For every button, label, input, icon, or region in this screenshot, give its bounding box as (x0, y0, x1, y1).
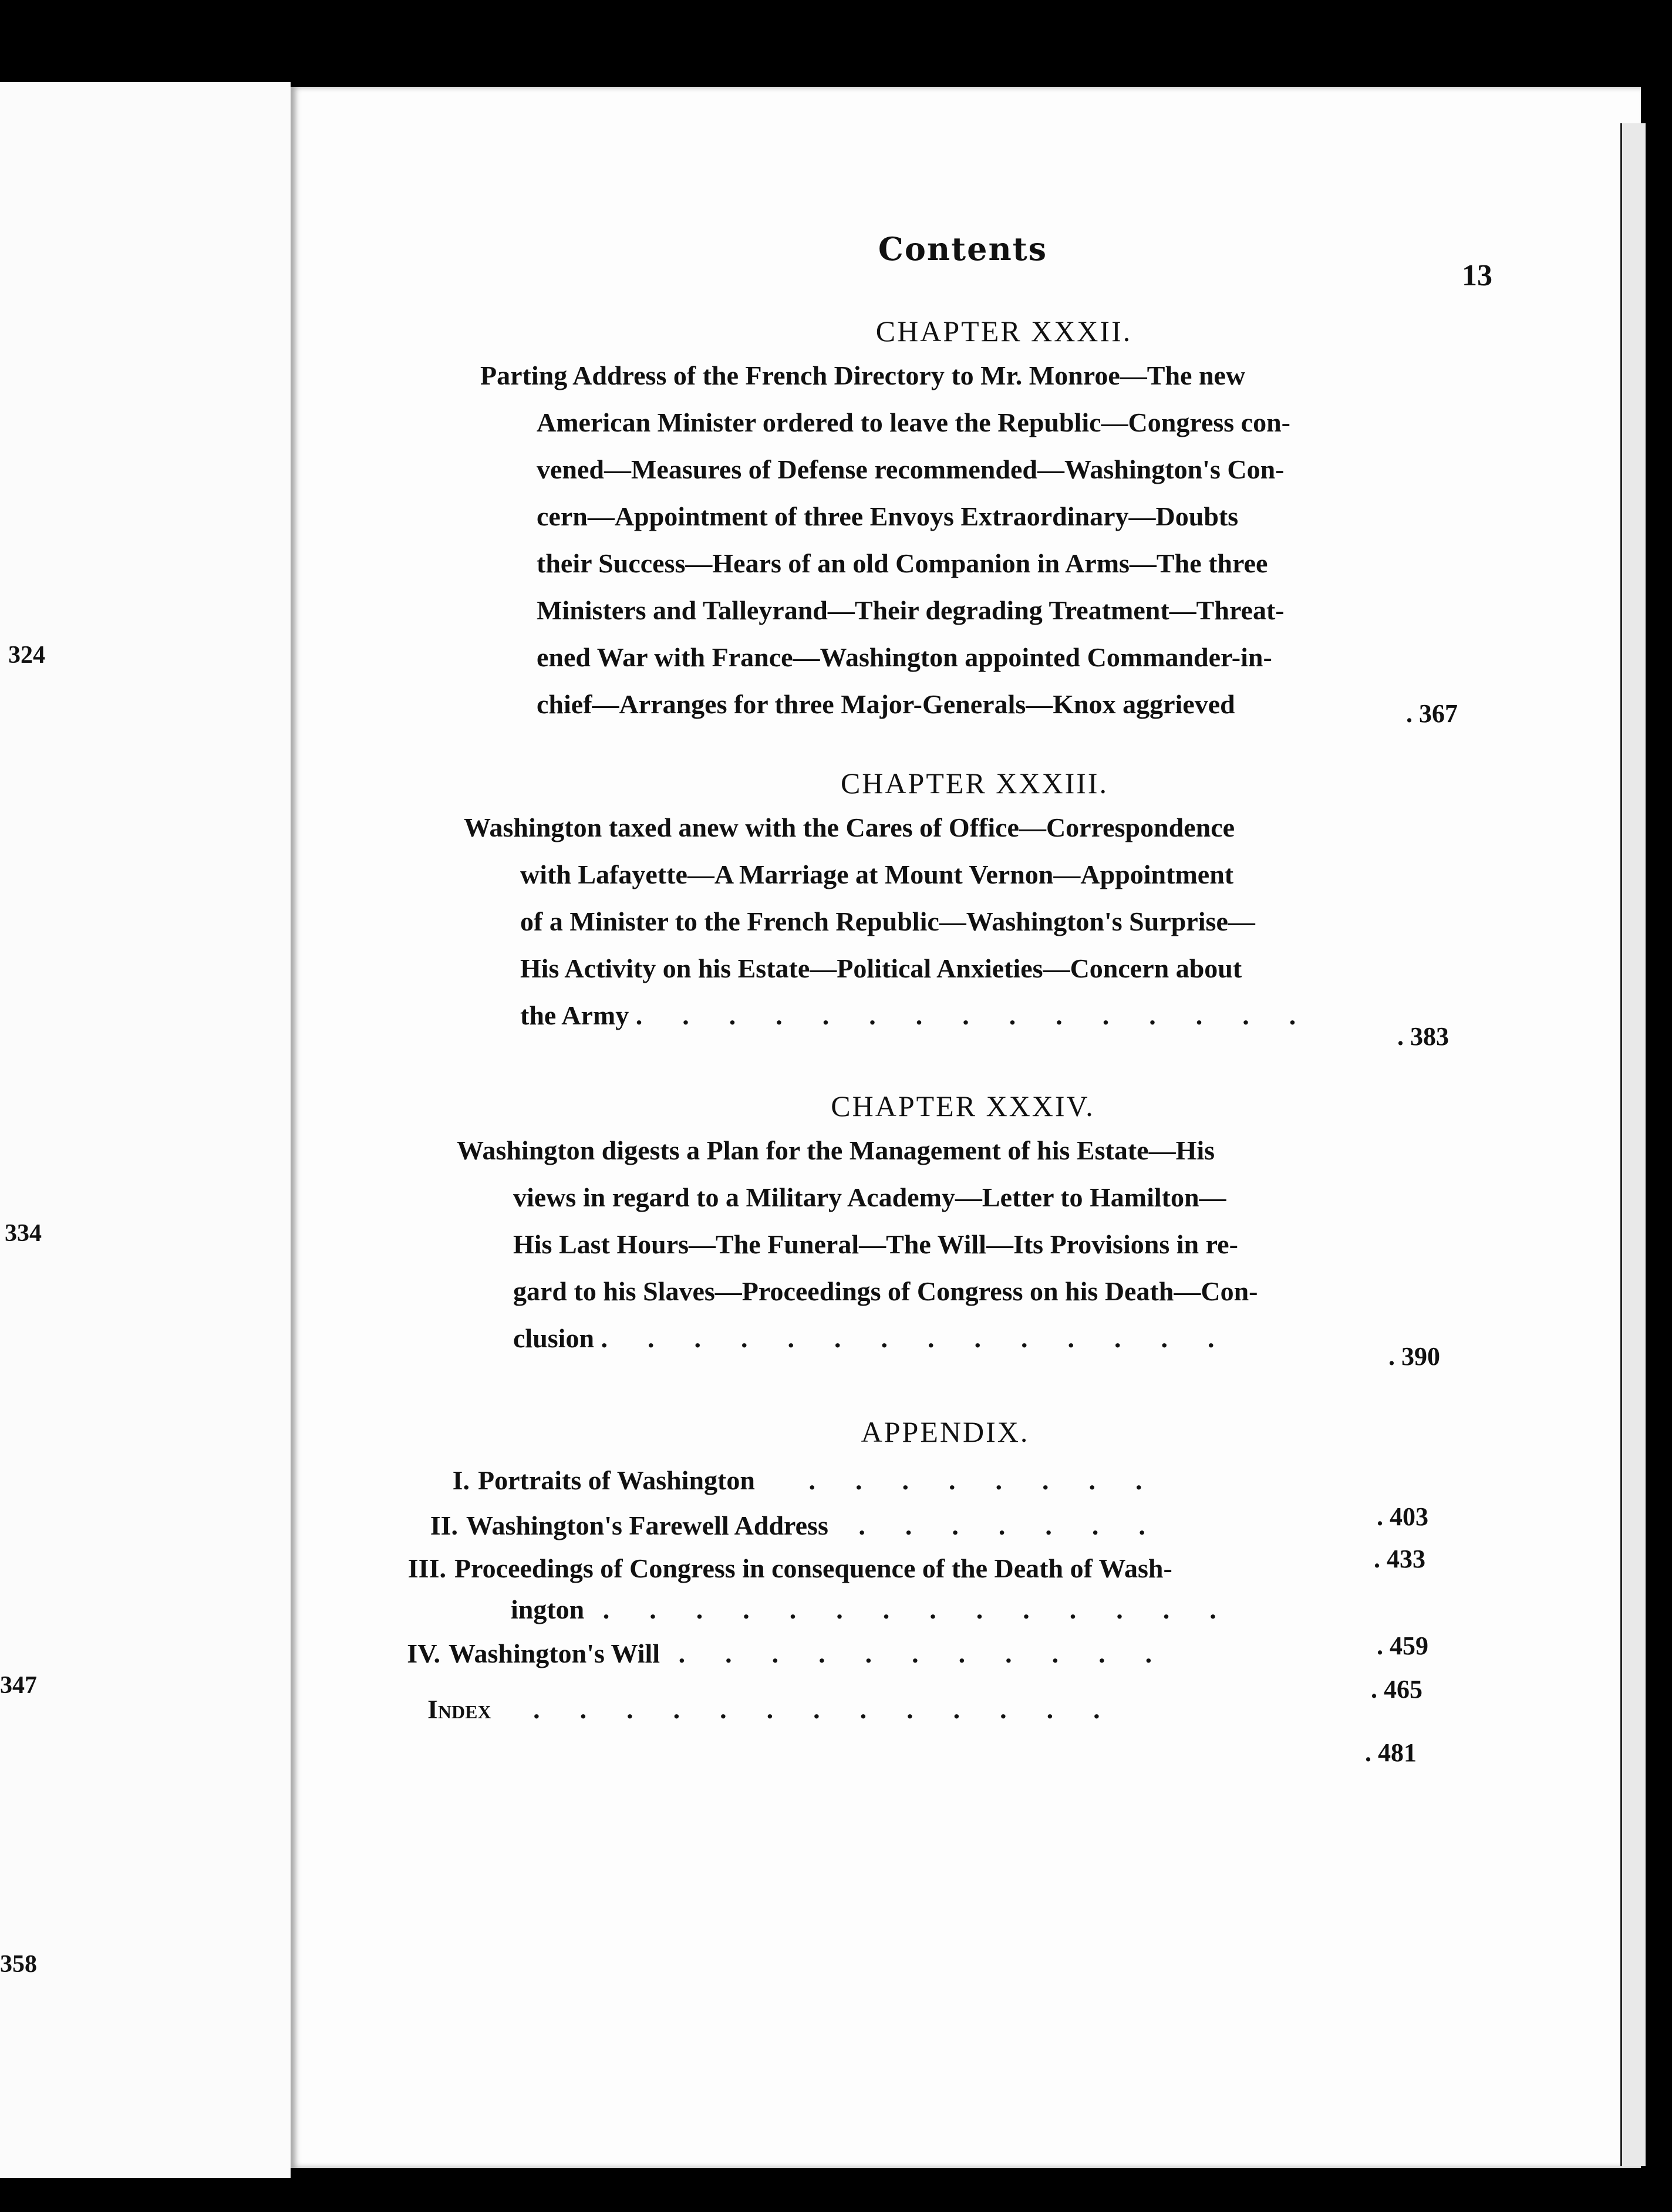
appendix-item (376, 1638, 1192, 1669)
summary-line-text: the Army (520, 1000, 629, 1030)
appendix-item (393, 1510, 1185, 1541)
appendix-item-text: Washington's Farewell Address (466, 1510, 828, 1540)
page-ref-number: 390 (1401, 1342, 1440, 1371)
summary-line: Ministers and Talleyrand—Their degrading Treatment—Threat- (537, 595, 1285, 625)
page-ref: . 465 (1371, 1675, 1422, 1704)
page-ref: . 459 (1377, 1631, 1428, 1660)
page-ref: . 433 (1374, 1545, 1425, 1573)
chapter-heading: CHAPTER XXXIII. (840, 767, 1109, 800)
appendix-item-label: IV. (407, 1638, 440, 1668)
summary-line: chief—Arranges for three Major-Generals—Knox aggrieved (537, 689, 1235, 719)
chapter-summary (480, 352, 1290, 728)
appendix-item-text: Portraits of Washington (478, 1465, 755, 1495)
summary-line (464, 992, 1336, 1039)
summary-line: vened—Measures of Defense recommended—Washington's Con- (537, 454, 1285, 484)
summary-line: Washington taxed anew with the Cares of Office—Correspondence (464, 812, 1235, 842)
page-ref-number: 433 (1387, 1545, 1425, 1573)
appendix-item-text: Proceedings of Congress in consequence of the Death of Wash- (454, 1553, 1172, 1583)
summary-line: cern—Appointment of three Envoys Extraordinary—Doubts (537, 501, 1239, 531)
page-ref: . 390 (1388, 1342, 1440, 1371)
summary-line: His Last Hours—The Funeral—The Will—Its Provisions in re- (513, 1229, 1238, 1259)
page-ref: . 403 (1377, 1502, 1428, 1531)
summary-line: ened War with France—Washington appointed Commander-in- (537, 642, 1272, 672)
dot-leaders: ............. (533, 1694, 1140, 1724)
page-ref-number: 367 (1419, 699, 1458, 728)
left-page-number: 334 (5, 1220, 42, 1247)
page-ref-number: 465 (1384, 1675, 1422, 1704)
appendix-item-label: II. (430, 1510, 458, 1540)
appendix-item-text: ington (511, 1594, 585, 1624)
page-ref-number: 403 (1390, 1502, 1428, 1531)
appendix-item-label: III. (407, 1553, 446, 1583)
index-label: Index (427, 1694, 491, 1724)
page-ref: . 367 (1406, 699, 1458, 728)
summary-line: Parting Address of the French Directory to Mr. Monroe—The new (480, 360, 1246, 390)
page-ref: . 481 (1365, 1738, 1417, 1767)
page-ref-number: 459 (1390, 1631, 1428, 1660)
summary-line: Washington digests a Plan for the Management of his Estate—His (457, 1135, 1215, 1165)
appendix-item (382, 1553, 1172, 1584)
summary-line-text: clusion (513, 1323, 595, 1353)
appendix-item-text: Washington's Will (449, 1638, 660, 1668)
summary-line: with Lafayette—A Marriage at Mount Vernon—Appointment (520, 859, 1234, 889)
page-edge (1620, 123, 1646, 2166)
summary-line: views in regard to a Military Academy—Letter to Hamilton— (513, 1182, 1226, 1212)
summary-line (457, 1315, 1258, 1362)
summary-line: gard to his Slaves—Proceedings of Congress on his Death—Con- (513, 1276, 1258, 1306)
summary-line: of a Minister to the French Republic—Washington's Surprise— (520, 906, 1255, 936)
summary-line: American Minister ordered to leave the Republic—Congress con- (537, 407, 1290, 437)
chapter-heading: CHAPTER XXXIV. (831, 1090, 1095, 1122)
dot-leaders: ........ (808, 1465, 1182, 1495)
index-entry (427, 1694, 1140, 1725)
appendix-item-label: I. (452, 1465, 470, 1495)
left-page-number: 358 (0, 1951, 37, 1978)
chapter-heading: CHAPTER XXXII. (875, 315, 1132, 348)
summary-line: His Activity on his Estate—Political Anxieties—Concern about (520, 953, 1242, 983)
page-ref: . 383 (1397, 1022, 1449, 1051)
left-page (0, 82, 291, 2178)
chapter-summary (457, 1127, 1258, 1362)
summary-line: their Success—Hears of an old Companion in Arms—The three (537, 548, 1268, 578)
appendix-item (405, 1465, 1182, 1496)
left-page-number: 347 (0, 1672, 37, 1699)
dot-leaders: ....... (858, 1510, 1185, 1540)
dot-leaders: ........... (678, 1638, 1192, 1668)
appendix-item-continuation (454, 1594, 1256, 1625)
left-page-number: 324 (8, 642, 45, 669)
page-number: 13 (1462, 259, 1492, 292)
dot-leaders: .............. (601, 1323, 1255, 1353)
running-header: Contents (878, 230, 1048, 268)
appendix-heading: APPENDIX. (861, 1415, 1030, 1448)
dot-leaders: .............. (602, 1594, 1256, 1624)
page-ref-number: 383 (1410, 1022, 1449, 1051)
chapter-summary (464, 804, 1336, 1039)
dot-leaders: ............... (635, 1000, 1336, 1030)
page-ref-number: 481 (1378, 1738, 1417, 1767)
